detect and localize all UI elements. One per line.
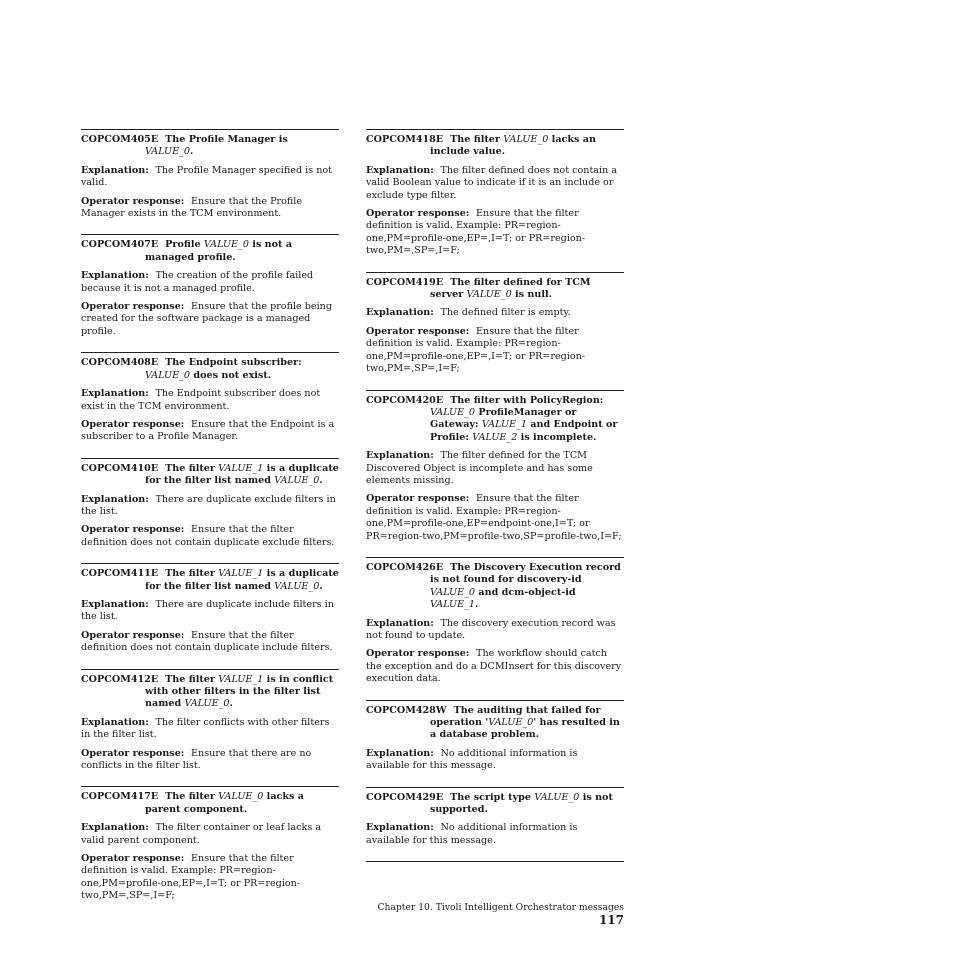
explanation-label: Explanation: xyxy=(366,617,434,629)
message-title-text: is not a managed profile. xyxy=(145,239,293,263)
message-entry xyxy=(366,129,624,258)
message-title-text: . xyxy=(475,599,479,611)
message-title-text: . xyxy=(319,475,323,487)
operator-response-label: Operator response: xyxy=(366,648,470,660)
operator-response-text: Ensure that the filter definition does not contain duplicate exclude filters. xyxy=(81,524,335,548)
operator-response-text: Ensure that the filter definition is valid. Example: PR=region-one,PM=profile-one,EP=,I=T; or PR=region-two,PM=,SP=,I=F; xyxy=(81,853,301,902)
explanation-label: Explanation: xyxy=(81,270,149,282)
message-heading xyxy=(81,463,339,488)
operator-response-paragraph xyxy=(81,196,339,221)
message-heading xyxy=(81,674,339,711)
operator-response-label: Operator response: xyxy=(81,195,185,207)
operator-response-label: Operator response: xyxy=(81,301,185,313)
message-entry xyxy=(366,557,624,686)
message-variable: VALUE_0 xyxy=(274,475,320,487)
explanation-paragraph xyxy=(81,822,339,847)
message-id: COPCOM417E xyxy=(81,791,159,803)
operator-response-text: Ensure that the filter definition is valid. Example: PR=region-one,PM=profile-one,EP=,I=T; or PR=region-two,PM=,SP=,I=F; xyxy=(366,325,586,375)
message-title-text: is a duplicate for the filter list named xyxy=(145,462,339,487)
message-title-text: lacks an include value. xyxy=(430,134,596,158)
explanation-paragraph xyxy=(366,822,624,847)
message-variable: VALUE_1 xyxy=(218,673,264,685)
message-id: COPCOM405E xyxy=(81,134,159,145)
message-heading xyxy=(366,705,624,742)
operator-response-paragraph xyxy=(81,748,339,773)
message-variable: VALUE_0 xyxy=(430,406,476,418)
message-title-text: The Endpoint subscriber: xyxy=(165,357,302,369)
message-entry xyxy=(81,563,339,654)
operator-response-label: Operator response: xyxy=(81,629,185,641)
explanation-label: Explanation: xyxy=(366,307,434,319)
explanation-paragraph xyxy=(366,618,624,643)
operator-response-paragraph xyxy=(81,301,339,338)
message-heading xyxy=(81,134,339,159)
message-variable: VALUE_0 xyxy=(218,791,264,803)
explanation-text: There are duplicate exclude filters in the list. xyxy=(81,493,336,517)
explanation-text: The Endpoint subscriber does not exist in the TCM environment. xyxy=(81,388,321,412)
explanation-text: The discovery execution record was not found to update. xyxy=(366,617,616,641)
message-title-text: . xyxy=(190,146,194,158)
operator-response-text: The workflow should catch the exception and do a DCMInsert for this discovery execution data. xyxy=(366,648,622,685)
message-title-text: The auditing that failed for operation ' xyxy=(430,704,601,729)
operator-response-paragraph xyxy=(366,208,624,258)
message-entry xyxy=(81,234,339,338)
explanation-label: Explanation: xyxy=(81,493,149,505)
operator-response-paragraph xyxy=(366,493,624,543)
message-id: COPCOM420E xyxy=(366,394,444,406)
message-heading xyxy=(366,562,624,612)
operator-response-paragraph xyxy=(366,648,624,685)
message-heading xyxy=(81,239,339,264)
operator-response-label: Operator response: xyxy=(366,325,470,337)
explanation-text: The creation of the profile failed because it is not a managed profile. xyxy=(81,270,314,294)
explanation-paragraph xyxy=(81,270,339,295)
operator-response-paragraph xyxy=(81,524,339,549)
explanation-paragraph xyxy=(366,748,624,773)
operator-response-text: Ensure that the profile being created for the software package is a managed profile. xyxy=(81,301,332,337)
message-id: COPCOM429E xyxy=(366,791,444,803)
operator-response-paragraph xyxy=(81,853,339,903)
explanation-paragraph xyxy=(366,450,624,487)
message-id: COPCOM408E xyxy=(81,357,159,369)
explanation-label: Explanation: xyxy=(81,164,149,176)
message-title-text: The filter xyxy=(165,568,219,580)
message-entry xyxy=(366,700,624,773)
message-id: COPCOM410E xyxy=(81,462,159,474)
message-heading xyxy=(366,792,624,817)
explanation-label: Explanation: xyxy=(366,747,434,759)
operator-response-paragraph xyxy=(81,419,339,444)
message-id: COPCOM407E xyxy=(81,239,159,251)
explanation-text: The filter conflicts with other filters in the filter list. xyxy=(81,716,330,741)
message-entry xyxy=(366,787,624,848)
message-entry xyxy=(81,669,339,773)
message-variable: VALUE_0 xyxy=(503,134,549,145)
explanation-label: Explanation: xyxy=(366,822,434,834)
message-title-text: is null. xyxy=(511,289,552,301)
explanation-paragraph xyxy=(81,494,339,519)
column-end-rule xyxy=(366,861,624,862)
explanation-text: The Profile Manager specified is not valid. xyxy=(81,164,332,189)
explanation-label: Explanation: xyxy=(81,388,149,400)
message-title-text: is not supported. xyxy=(430,791,613,816)
operator-response-text: Ensure that the filter definition does not contain duplicate include filters. xyxy=(81,629,333,654)
message-title-text: The filter xyxy=(450,134,504,145)
message-heading xyxy=(81,791,339,816)
message-entry xyxy=(366,390,624,543)
explanation-label: Explanation: xyxy=(81,822,149,834)
operator-response-text: Ensure that the filter definition is valid. Example: PR=region-one,PM=profile-one,EP=endpoint-one,I=T; or PR=region-two,PM=profile-two,SP=profile-two,I=F; xyxy=(366,493,622,542)
message-title-text: The filter xyxy=(165,673,219,685)
message-entry xyxy=(366,272,624,376)
left-column xyxy=(81,129,339,917)
message-id: COPCOM411E xyxy=(81,568,159,580)
message-heading xyxy=(81,568,339,593)
message-heading xyxy=(366,277,624,302)
message-title-text: ' has resulted in a database problem. xyxy=(430,717,620,741)
message-title-text: Profile xyxy=(165,239,204,251)
message-variable: VALUE_0 xyxy=(145,369,191,381)
message-title-text: is in conflict with other filters in the filter list named xyxy=(145,673,334,710)
message-title-text: is a duplicate for the filter list named xyxy=(145,568,339,592)
message-heading xyxy=(81,357,339,382)
operator-response-paragraph xyxy=(366,326,624,376)
message-entry xyxy=(81,129,339,220)
explanation-text: No additional information is available for this message. xyxy=(366,747,578,772)
operator-response-text: Ensure that the Endpoint is a subscriber to a Profile Manager. xyxy=(81,418,335,443)
message-title-text: . xyxy=(229,698,233,710)
message-id: COPCOM419E xyxy=(366,276,444,288)
right-column xyxy=(366,129,624,862)
operator-response-label: Operator response: xyxy=(81,524,185,536)
message-title-text: The Discovery Execution record is not found for discovery-id xyxy=(430,561,621,586)
explanation-label: Explanation: xyxy=(366,450,434,462)
message-variable: VALUE_2 xyxy=(472,431,518,443)
message-variable: VALUE_0 xyxy=(184,698,230,710)
message-title-text: lacks a parent component. xyxy=(145,791,304,815)
message-title-text: The filter with PolicyRegion: xyxy=(450,394,604,406)
message-variable: VALUE_1 xyxy=(481,419,527,431)
explanation-text: No additional information is available for this message. xyxy=(366,822,578,846)
page-number: 117 xyxy=(598,913,624,927)
explanation-paragraph xyxy=(366,307,624,319)
explanation-text: The filter container or leaf lacks a valid parent component. xyxy=(81,822,322,846)
explanation-paragraph xyxy=(81,388,339,413)
message-variable: VALUE_0 xyxy=(488,717,534,729)
message-id: COPCOM426E xyxy=(366,561,444,573)
message-id: COPCOM418E xyxy=(366,134,444,145)
page-footer xyxy=(366,902,624,928)
explanation-paragraph xyxy=(81,717,339,742)
explanation-text: There are duplicate include filters in the list. xyxy=(81,598,334,623)
message-variable: VALUE_1 xyxy=(218,462,264,474)
message-title-text: The filter xyxy=(165,462,219,474)
message-title-text: The script type xyxy=(450,791,535,803)
operator-response-text: Ensure that the Profile Manager exists in the TCM environment. xyxy=(81,195,303,220)
operator-response-paragraph xyxy=(81,630,339,655)
explanation-paragraph xyxy=(81,165,339,190)
message-title-text: and Endpoint or Profile: xyxy=(430,419,618,443)
chapter-title: Chapter 10. Tivoli Intelligent Orchestrator messages xyxy=(377,902,624,913)
message-variable: VALUE_0 xyxy=(466,289,512,301)
message-variable: VALUE_1 xyxy=(430,599,476,611)
message-title-text: is incomplete. xyxy=(517,431,597,443)
message-heading xyxy=(366,134,624,159)
explanation-text: The filter defined for the TCM Discovered Object is incomplete and has some elements missing. xyxy=(366,450,593,486)
explanation-paragraph xyxy=(81,599,339,624)
message-variable: VALUE_0 xyxy=(430,586,476,598)
message-entry xyxy=(81,352,339,443)
message-title-text: and dcm-object-id xyxy=(475,586,576,598)
explanation-text: The filter defined does not contain a valid Boolean value to indicate if it is an include or exclude type filter. xyxy=(366,164,618,201)
operator-response-label: Operator response: xyxy=(366,493,470,505)
message-id: COPCOM428W xyxy=(366,704,447,716)
explanation-paragraph xyxy=(366,165,624,202)
message-title-text: The filter xyxy=(165,791,219,803)
explanation-label: Explanation: xyxy=(81,716,149,728)
message-variable: VALUE_0 xyxy=(274,580,320,592)
message-heading xyxy=(366,395,624,445)
operator-response-label: Operator response: xyxy=(81,747,185,759)
message-title-text: The filter defined for TCM server xyxy=(430,276,591,301)
explanation-label: Explanation: xyxy=(81,598,149,610)
message-entry xyxy=(81,458,339,549)
message-title-text: ProfileManager or Gateway: xyxy=(430,406,577,431)
message-title-text: does not exist. xyxy=(190,369,272,381)
message-id: COPCOM412E xyxy=(81,673,159,685)
message-variable: VALUE_1 xyxy=(218,568,264,580)
explanation-text: The defined filter is empty. xyxy=(440,307,571,319)
operator-response-text: Ensure that the filter definition is valid. Example: PR=region-one,PM=profile-one,EP=,I=T; or PR=region-two,PM=,SP=,I=F; xyxy=(366,208,586,257)
message-entry xyxy=(81,786,339,902)
message-variable: VALUE_0 xyxy=(534,791,580,803)
message-variable: VALUE_0 xyxy=(203,239,249,251)
operator-response-label: Operator response: xyxy=(366,208,470,220)
explanation-label: Explanation: xyxy=(366,164,434,176)
operator-response-label: Operator response: xyxy=(81,418,185,430)
message-title-text: The Profile Manager is xyxy=(165,134,288,145)
message-variable: VALUE_0 xyxy=(145,146,191,158)
message-title-text: . xyxy=(319,580,323,592)
operator-response-text: Ensure that there are no conflicts in the filter list. xyxy=(81,747,312,772)
operator-response-label: Operator response: xyxy=(81,853,185,865)
